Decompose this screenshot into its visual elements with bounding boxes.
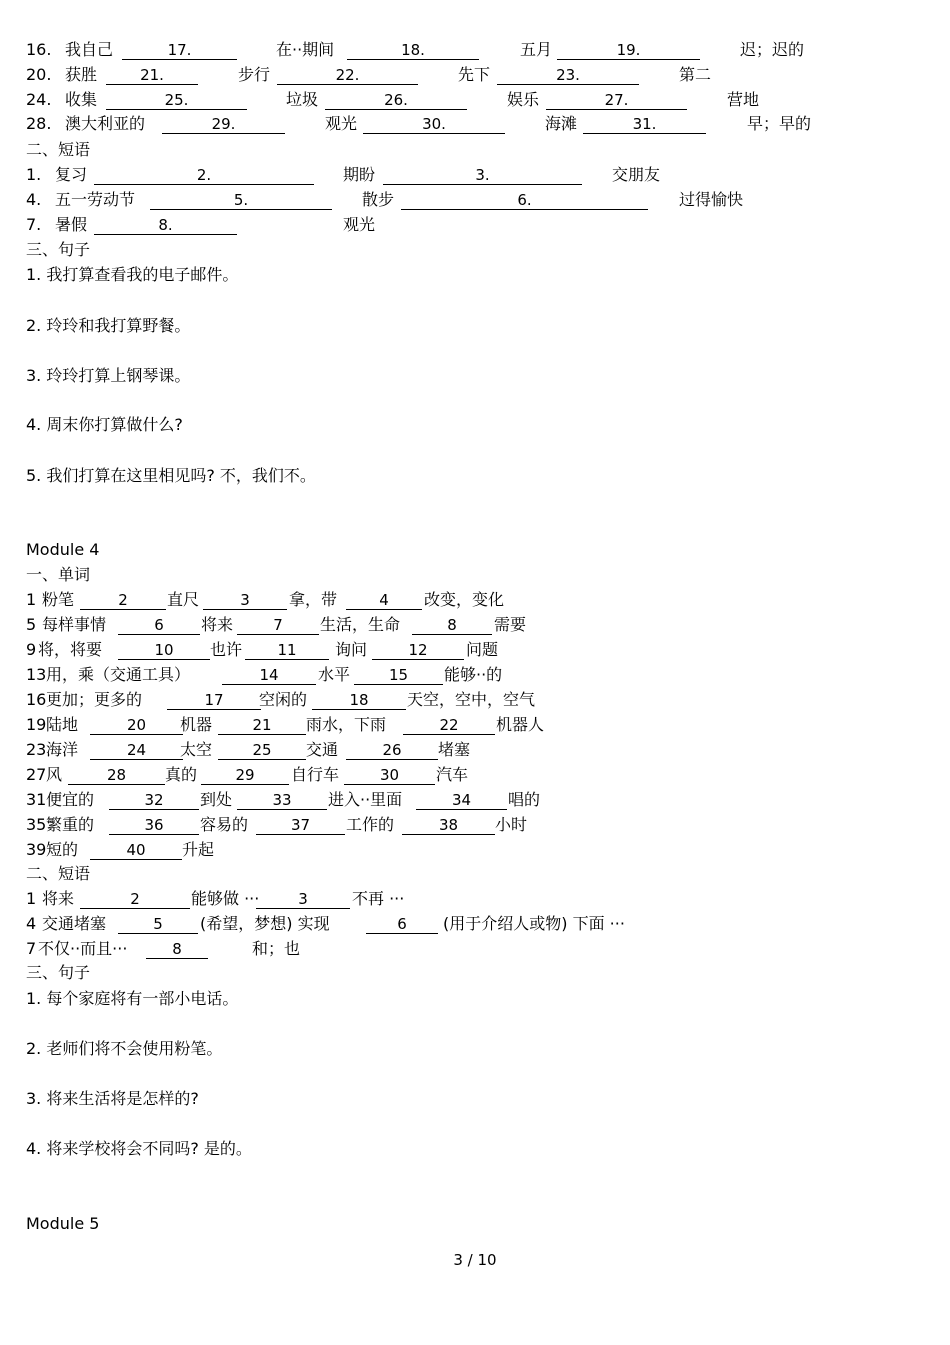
m4-words-heading: 一、单词 [26, 565, 91, 584]
m4-word-number: 27 [26, 765, 47, 784]
m3-phrase-term: 交朋友 [612, 165, 661, 184]
m4-word-answer-blank[interactable]: 12 [372, 640, 464, 660]
m3-word-term: 在··期间 [276, 40, 335, 59]
m4-word-term: 水平 [318, 665, 351, 684]
m3-word-term: 娱乐 [507, 90, 540, 109]
m3-phrase-term: 过得愉快 [679, 190, 744, 209]
m4-word-number: 19 [26, 715, 47, 734]
m4-phrase-answer-blank[interactable]: 5 [118, 914, 198, 934]
m3-sentence: 3. 玲玲打算上钢琴课。 [26, 366, 191, 385]
m4-word-answer-blank[interactable]: 15 [354, 665, 443, 685]
m4-word-answer-blank[interactable]: 10 [118, 640, 210, 660]
m4-word-answer-blank[interactable]: 24 [90, 740, 183, 760]
m4-phrase-number: 1 [26, 889, 37, 908]
m4-word-answer-blank[interactable]: 6 [118, 615, 200, 635]
m3-word-number: 24. [26, 90, 52, 109]
m3-word-answer-blank[interactable]: 18. [347, 40, 479, 60]
m4-word-term: 将来 [201, 615, 234, 634]
m3-phrase-number: 4. [26, 190, 42, 209]
m4-word-term: 到处 [200, 790, 233, 809]
m4-phrase-term: 和；也 [252, 939, 301, 958]
m4-word-number: 5 [26, 615, 37, 634]
m3-word-answer-blank[interactable]: 26. [325, 90, 467, 110]
m3-word-answer-blank[interactable]: 23. [497, 65, 639, 85]
m3-sentences-heading: 三、句子 [26, 240, 91, 259]
m4-word-number: 13 [26, 665, 47, 684]
m4-word-term: 小时 [495, 815, 528, 834]
m4-word-answer-blank[interactable]: 8 [412, 615, 492, 635]
m4-word-term: 机器人 [496, 715, 545, 734]
m4-phrase-term: (希望，梦想) 实现 [200, 914, 330, 933]
m4-word-term: 问题 [466, 640, 499, 659]
m4-word-answer-blank[interactable]: 34 [416, 790, 507, 810]
m3-word-term: 海滩 [545, 114, 578, 133]
m4-phrases-heading: 二、短语 [26, 864, 91, 883]
m3-sentence: 2. 玲玲和我打算野餐。 [26, 316, 191, 335]
m4-word-term: 工作的 [346, 815, 395, 834]
m3-word-term: 迟；迟的 [740, 40, 805, 59]
m4-word-answer-blank[interactable]: 30 [344, 765, 435, 785]
m4-word-answer-blank[interactable]: 26 [346, 740, 438, 760]
m3-word-answer-blank[interactable]: 19. [557, 40, 700, 60]
m4-word-answer-blank[interactable]: 22 [403, 715, 495, 735]
m4-word-term: 汽车 [436, 765, 469, 784]
m3-phrase-answer-blank[interactable]: 6. [401, 190, 648, 210]
m3-word-answer-blank[interactable]: 29. [162, 114, 285, 134]
m3-phrase-term: 五一劳动节 [55, 190, 136, 209]
m4-word-term: 堵塞 [438, 740, 471, 759]
m4-word-term: 也许 [210, 640, 243, 659]
m4-sentence: 1. 每个家庭将有一部小电话。 [26, 989, 239, 1008]
m4-word-number: 39 [26, 840, 47, 859]
m4-word-term: 询问 [335, 640, 368, 659]
m4-word-term: 拿，带 [289, 590, 338, 609]
m3-phrase-answer-blank[interactable]: 2. [94, 165, 314, 185]
m4-word-answer-blank[interactable]: 37 [256, 815, 345, 835]
m4-sentence: 4. 将来学校将会不同吗? 是的。 [26, 1139, 252, 1158]
m4-word-answer-blank[interactable]: 28 [68, 765, 165, 785]
m3-phrase-term: 期盼 [343, 165, 376, 184]
m4-word-term: 短的 [46, 840, 79, 859]
m4-word-term: 粉笔 [42, 590, 75, 609]
m3-word-term: 收集 [65, 90, 98, 109]
m4-word-answer-blank[interactable]: 40 [90, 840, 182, 860]
m3-phrase-term: 暑假 [55, 215, 88, 234]
m3-phrase-answer-blank[interactable]: 3. [383, 165, 582, 185]
m3-phrase-number: 7. [26, 215, 42, 234]
m3-word-answer-blank[interactable]: 25. [106, 90, 247, 110]
m4-word-answer-blank[interactable]: 14 [222, 665, 316, 685]
m3-sentence: 5. 我们打算在这里相见吗? 不，我们不。 [26, 466, 316, 485]
m3-sentence: 1. 我打算查看我的电子邮件。 [26, 265, 239, 284]
m4-word-term: 进入··里面 [328, 790, 403, 809]
m4-phrase-answer-blank[interactable]: 3 [256, 889, 350, 909]
m3-word-term: 先下 [458, 65, 491, 84]
m3-phrase-number: 1. [26, 165, 42, 184]
m4-phrase-answer-blank[interactable]: 2 [80, 889, 190, 909]
m3-sentence: 4. 周末你打算做什么? [26, 415, 183, 434]
m3-phrases-heading: 二、短语 [26, 140, 91, 159]
m3-word-answer-blank[interactable]: 31. [583, 114, 706, 134]
m3-phrase-answer-blank[interactable]: 8. [94, 215, 237, 235]
m4-phrase-answer-blank[interactable]: 6 [366, 914, 438, 934]
m3-phrase-answer-blank[interactable]: 5. [150, 190, 332, 210]
m4-word-answer-blank[interactable]: 20 [90, 715, 183, 735]
m4-word-answer-blank[interactable]: 36 [109, 815, 199, 835]
m3-phrase-term: 散步 [362, 190, 395, 209]
m4-word-term: 自行车 [291, 765, 340, 784]
m4-phrase-term: 将来 [42, 889, 75, 908]
m4-word-term: 便宜的 [46, 790, 95, 809]
m4-phrase-term: (用于介绍人或物) 下面 ··· [443, 914, 625, 933]
m4-word-answer-blank[interactable]: 18 [312, 690, 406, 710]
m4-word-term: 将，将要 [38, 640, 103, 659]
m4-word-term: 生活，生命 [320, 615, 401, 634]
m3-word-term: 营地 [727, 90, 760, 109]
m4-word-term: 能够··的 [444, 665, 503, 684]
m3-word-answer-blank[interactable]: 30. [363, 114, 505, 134]
m4-word-answer-blank[interactable]: 4 [346, 590, 422, 610]
m4-word-answer-blank[interactable]: 17 [167, 690, 261, 710]
m4-word-answer-blank[interactable]: 32 [109, 790, 199, 810]
m4-word-number: 23 [26, 740, 47, 759]
m4-word-term: 更加；更多的 [46, 690, 143, 709]
m3-word-term: 我自己 [65, 40, 114, 59]
module4-title: Module 4 [26, 540, 100, 559]
m4-sentences-heading: 三、句子 [26, 963, 91, 982]
m3-word-answer-blank[interactable]: 21. [106, 65, 198, 85]
m4-word-term: 海洋 [46, 740, 79, 759]
m4-word-answer-blank[interactable]: 25 [218, 740, 306, 760]
m4-word-number: 1 [26, 590, 37, 609]
m4-word-term: 繁重的 [46, 815, 95, 834]
m4-word-number: 35 [26, 815, 47, 834]
m4-word-term: 风 [46, 765, 63, 784]
m4-word-term: 真的 [165, 765, 198, 784]
m4-word-answer-blank[interactable]: 38 [402, 815, 495, 835]
m4-word-term: 每样事情 [42, 615, 107, 634]
m3-word-term: 垃圾 [286, 90, 319, 109]
m3-phrase-term: 观光 [343, 215, 376, 234]
m4-word-term: 雨水，下雨 [306, 715, 387, 734]
m3-word-term: 观光 [325, 114, 358, 133]
m4-phrase-term: 能够做 ··· [191, 889, 260, 908]
m3-word-number: 20. [26, 65, 52, 84]
m3-word-answer-blank[interactable]: 27. [546, 90, 687, 110]
m4-word-number: 16 [26, 690, 47, 709]
m3-word-term: 步行 [238, 65, 271, 84]
m4-word-answer-blank[interactable]: 33 [237, 790, 327, 810]
m4-word-term: 升起 [182, 840, 215, 859]
m3-word-term: 五月 [520, 40, 553, 59]
m4-phrase-term: 不仅··而且··· [38, 939, 128, 958]
m4-word-answer-blank[interactable]: 11 [245, 640, 329, 660]
m4-word-number: 9 [26, 640, 37, 659]
m3-word-number: 28. [26, 114, 52, 133]
m3-word-term: 早；早的 [747, 114, 812, 133]
m3-word-term: 第二 [679, 65, 712, 84]
m4-word-term: 唱的 [508, 790, 541, 809]
m4-word-answer-blank[interactable]: 21 [218, 715, 306, 735]
m3-word-number: 16. [26, 40, 52, 59]
m4-word-number: 31 [26, 790, 47, 809]
m4-word-term: 改变，变化 [424, 590, 505, 609]
m4-word-answer-blank[interactable]: 29 [201, 765, 289, 785]
m4-word-term: 机器 [180, 715, 213, 734]
m4-phrase-answer-blank[interactable]: 8 [146, 939, 208, 959]
m3-word-term: 获胜 [65, 65, 98, 84]
m3-word-answer-blank[interactable]: 22. [277, 65, 418, 85]
m3-word-answer-blank[interactable]: 17. [122, 40, 237, 60]
m4-sentence: 3. 将来生活将是怎样的? [26, 1089, 199, 1108]
m4-word-term: 用，乘（交通工具） [46, 665, 191, 684]
m4-phrase-term: 不再 ··· [352, 889, 405, 908]
m4-word-answer-blank[interactable]: 2 [80, 590, 166, 610]
m4-word-answer-blank[interactable]: 7 [237, 615, 319, 635]
m4-word-term: 太空 [180, 740, 213, 759]
m3-phrase-term: 复习 [55, 165, 88, 184]
m4-word-term: 需要 [494, 615, 527, 634]
m4-phrase-number: 7 [26, 939, 37, 958]
m4-word-term: 陆地 [46, 715, 79, 734]
m4-word-term: 空闲的 [259, 690, 308, 709]
m4-word-term: 交通 [306, 740, 339, 759]
module5-title: Module 5 [26, 1214, 100, 1233]
m4-word-answer-blank[interactable]: 3 [203, 590, 287, 610]
m4-phrase-term: 交通堵塞 [42, 914, 107, 933]
m4-word-term: 天空，空中，空气 [407, 690, 536, 709]
page-number: 3 / 10 [453, 1251, 497, 1269]
m4-sentence: 2. 老师们将不会使用粉笔。 [26, 1039, 223, 1058]
m4-word-term: 直尺 [167, 590, 200, 609]
m3-word-term: 澳大利亚的 [65, 114, 146, 133]
m4-word-term: 容易的 [200, 815, 249, 834]
m4-phrase-number: 4 [26, 914, 37, 933]
